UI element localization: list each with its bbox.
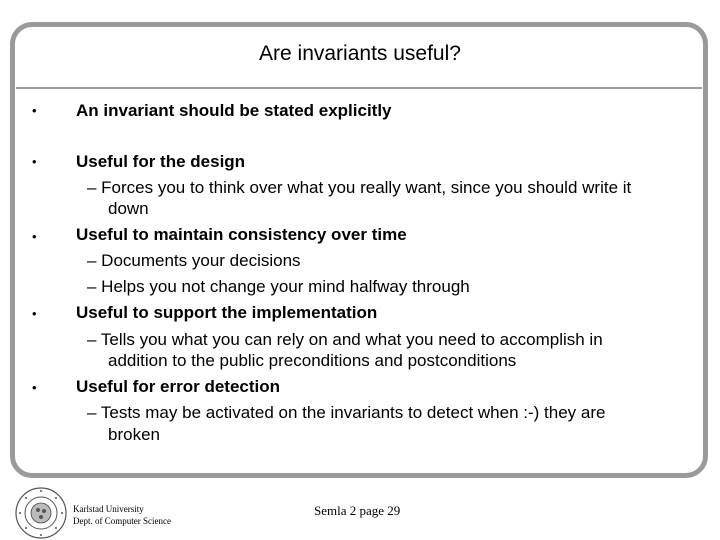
bullet-text: Useful to support the implementation [76,303,378,322]
bullet-text: Useful for the design [76,152,246,171]
bullet-text: Useful to maintain consistency over time [76,225,407,244]
slide-title: Are invariants useful? [259,42,461,65]
bullet-icon: • [32,154,37,169]
sub-bullet-text: broken [108,425,160,444]
university-name: Karlstad University [73,504,144,514]
bullet-text: An invariant should be stated explicitly [76,101,392,120]
sub-bullet-text: addition to the public preconditions and postconditions [108,351,517,370]
sub-bullet-text: – Tests may be activated on the invariants to detect when :-) they are [87,403,606,422]
bullet-icon: • [32,306,37,321]
department-name: Dept. of Computer Science [73,516,171,526]
bullet-icon: • [32,229,37,244]
bullet-text: Useful for error detection [76,377,281,396]
sub-bullet-text: – Helps you not change your mind halfway through [87,277,470,296]
sub-bullet-text: – Documents your decisions [87,251,301,270]
university-seal-icon [14,486,68,540]
title-divider [16,87,702,89]
page-label: Semla 2 page 29 [314,503,401,518]
bullet-icon: • [32,380,37,395]
bullet-icon: • [32,103,37,118]
sub-bullet-text: – Forces you to think over what you really want, since you should write it [87,178,632,197]
sub-bullet-text: down [108,199,149,218]
sub-bullet-text: – Tells you what you can rely on and what you need to accomplish in [87,330,603,349]
